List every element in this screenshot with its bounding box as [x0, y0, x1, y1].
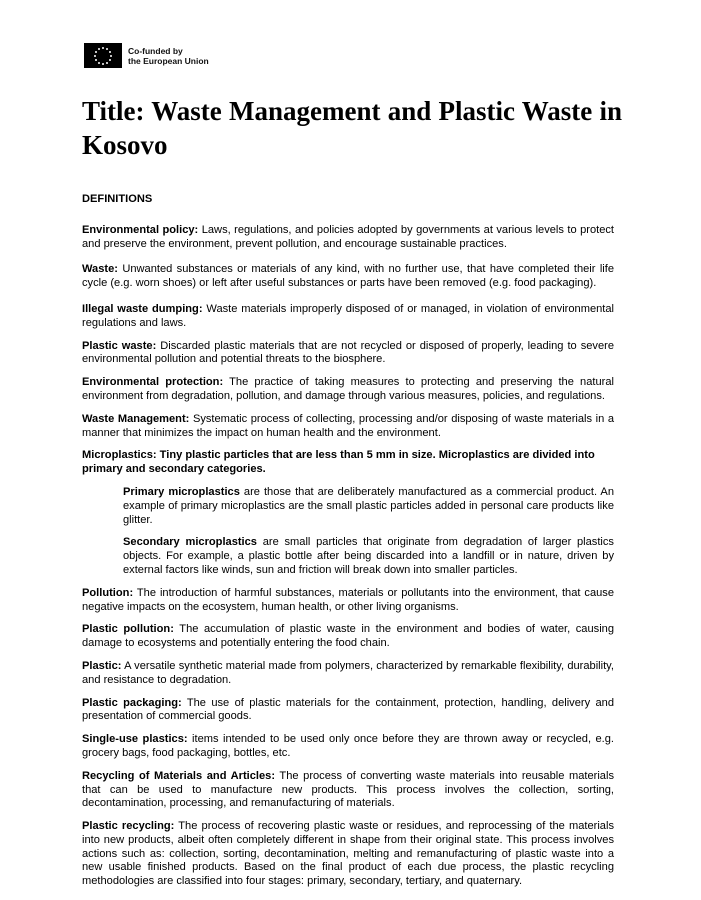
eu-flag-icon	[84, 43, 122, 68]
definition-term: Environmental policy:	[82, 223, 199, 236]
document-body	[82, 193, 614, 898]
definition-text: The process of converting waste materials into reusable materials that can be used to manufacture new products. This process involves the collection, sorting, decontamination, processing, and remanufacturing of materials.	[82, 769, 614, 810]
definition-text: The process of recovering plastic waste or residues, and reprocessing of the materials into new products, albeit often completely different in shape from their original state. This process involves actions such as: collection, sorting, decontamination, melting and remanufacturing of plastic waste into a new usable finished products. Based on the final product of each due process, the plastic recycling methodologies are classified into four stages: primary, secondary, tertiary, and quaternary.	[82, 820, 614, 888]
definition-text: The practice of taking measures to protecting and preserving the natural environment from degradation, pollution, and damage through various measures, policies, and regulations.	[82, 376, 614, 402]
definition-plastic-pollution	[82, 623, 614, 651]
definition-text: Unwanted substances or materials of any kind, with no further use, that have completed their life cycle (e.g. worn shoes) or left after useful substances or parts have been removed (e.g. food packaging).	[82, 263, 614, 290]
definition-primary-microplastics	[123, 486, 614, 527]
logo-line-1: Co-funded by	[128, 45, 183, 56]
definition-text: Discarded plastic materials that are not recycled or disposed of properly, leading to severe environmental pollution and potential threats to the biosphere.	[82, 339, 614, 366]
definition-text: A versatile synthetic material made from polymers, characterized by remarkable flexibility, durability, and resistance to degradation.	[82, 659, 614, 686]
definition-text: are those that are deliberately manufactured as a commercial product. An example of primary microplastics are the small plastic particles added in personal care products like glitter.	[123, 485, 614, 526]
definition-term: Plastic waste:	[82, 339, 157, 352]
definition-text: Waste materials improperly disposed of or managed, in violation of environmental regulations and laws.	[82, 302, 614, 329]
page-title: Title: Waste Management and Plastic Waste in Kosovo	[82, 96, 622, 160]
definition-term: Secondary microplastics	[123, 536, 257, 549]
eu-logo	[84, 43, 209, 68]
definition-environmental-protection	[82, 376, 614, 404]
logo-line-2: the European Union	[128, 55, 209, 66]
definition-waste-management	[82, 413, 614, 441]
definition-text: Systematic process of collecting, processing and/or disposing of waste materials in a manner that minimizes the impact on human health and the environment.	[82, 412, 614, 439]
definition-term: Illegal waste dumping:	[82, 302, 203, 315]
definition-environmental-policy	[82, 224, 614, 252]
definition-plastic-packaging	[82, 697, 614, 725]
definition-plastic	[82, 660, 614, 688]
definition-term: Plastic recycling:	[82, 820, 175, 833]
definition-text: are small particles that originate from degradation of larger plastics objects. For example, a plastic bottle after being discarded into a landfill or in nature, driven by external factors like winds, sun and friction will break down into smaller particles.	[123, 536, 614, 576]
section-heading: DEFINITIONS	[82, 193, 153, 205]
definition-text: Laws, regulations, and policies adopted by governments at various levels to protect and preserve the environment, prevent pollution, and encourage sustainable practices.	[82, 223, 614, 250]
definition-microplastics: Microplastics: Tiny plastic particles that are less than 5 mm in size. Microplastics are divided into primary and secondary categories.	[82, 449, 595, 476]
definition-text: The introduction of harmful substances, materials or pollutants into the environment, that cause negative impacts on the ecosystem, human health, or other living organisms.	[82, 586, 614, 613]
definition-term: Primary microplastics	[123, 485, 240, 498]
definition-recycling-of-materials	[82, 770, 614, 811]
definition-pollution	[82, 587, 614, 615]
definition-secondary-microplastics	[123, 536, 614, 577]
definition-term: Pollution:	[82, 586, 134, 599]
definition-text: items intended to be used only once before they are thrown away or recycled, e.g. grocery bags, food packaging, bottles, etc.	[82, 733, 614, 759]
definition-term: Plastic:	[82, 659, 122, 672]
definition-term: Single-use plastics:	[82, 733, 188, 746]
definition-plastic-recycling	[82, 820, 614, 889]
definition-term: Environmental protection:	[82, 376, 224, 389]
definition-term: Plastic pollution:	[82, 623, 174, 636]
definition-waste	[82, 263, 614, 291]
definition-term: Waste Management:	[82, 412, 190, 425]
definition-single-use-plastics	[82, 733, 614, 761]
eu-logo-text	[128, 46, 209, 66]
definition-plastic-waste	[82, 340, 614, 368]
definition-term: Waste:	[82, 263, 118, 276]
definition-illegal-waste-dumping	[82, 303, 614, 331]
definition-text: The use of plastic materials for the containment, protection, handling, delivery and presentation of commercial goods.	[82, 696, 614, 723]
definition-term: Plastic packaging:	[82, 696, 182, 709]
definition-term: Recycling of Materials and Articles:	[82, 769, 276, 782]
definition-text: The accumulation of plastic waste in the environment and bodies of water, causing damage to ecosystems and potentially entering the food chain.	[82, 623, 614, 650]
